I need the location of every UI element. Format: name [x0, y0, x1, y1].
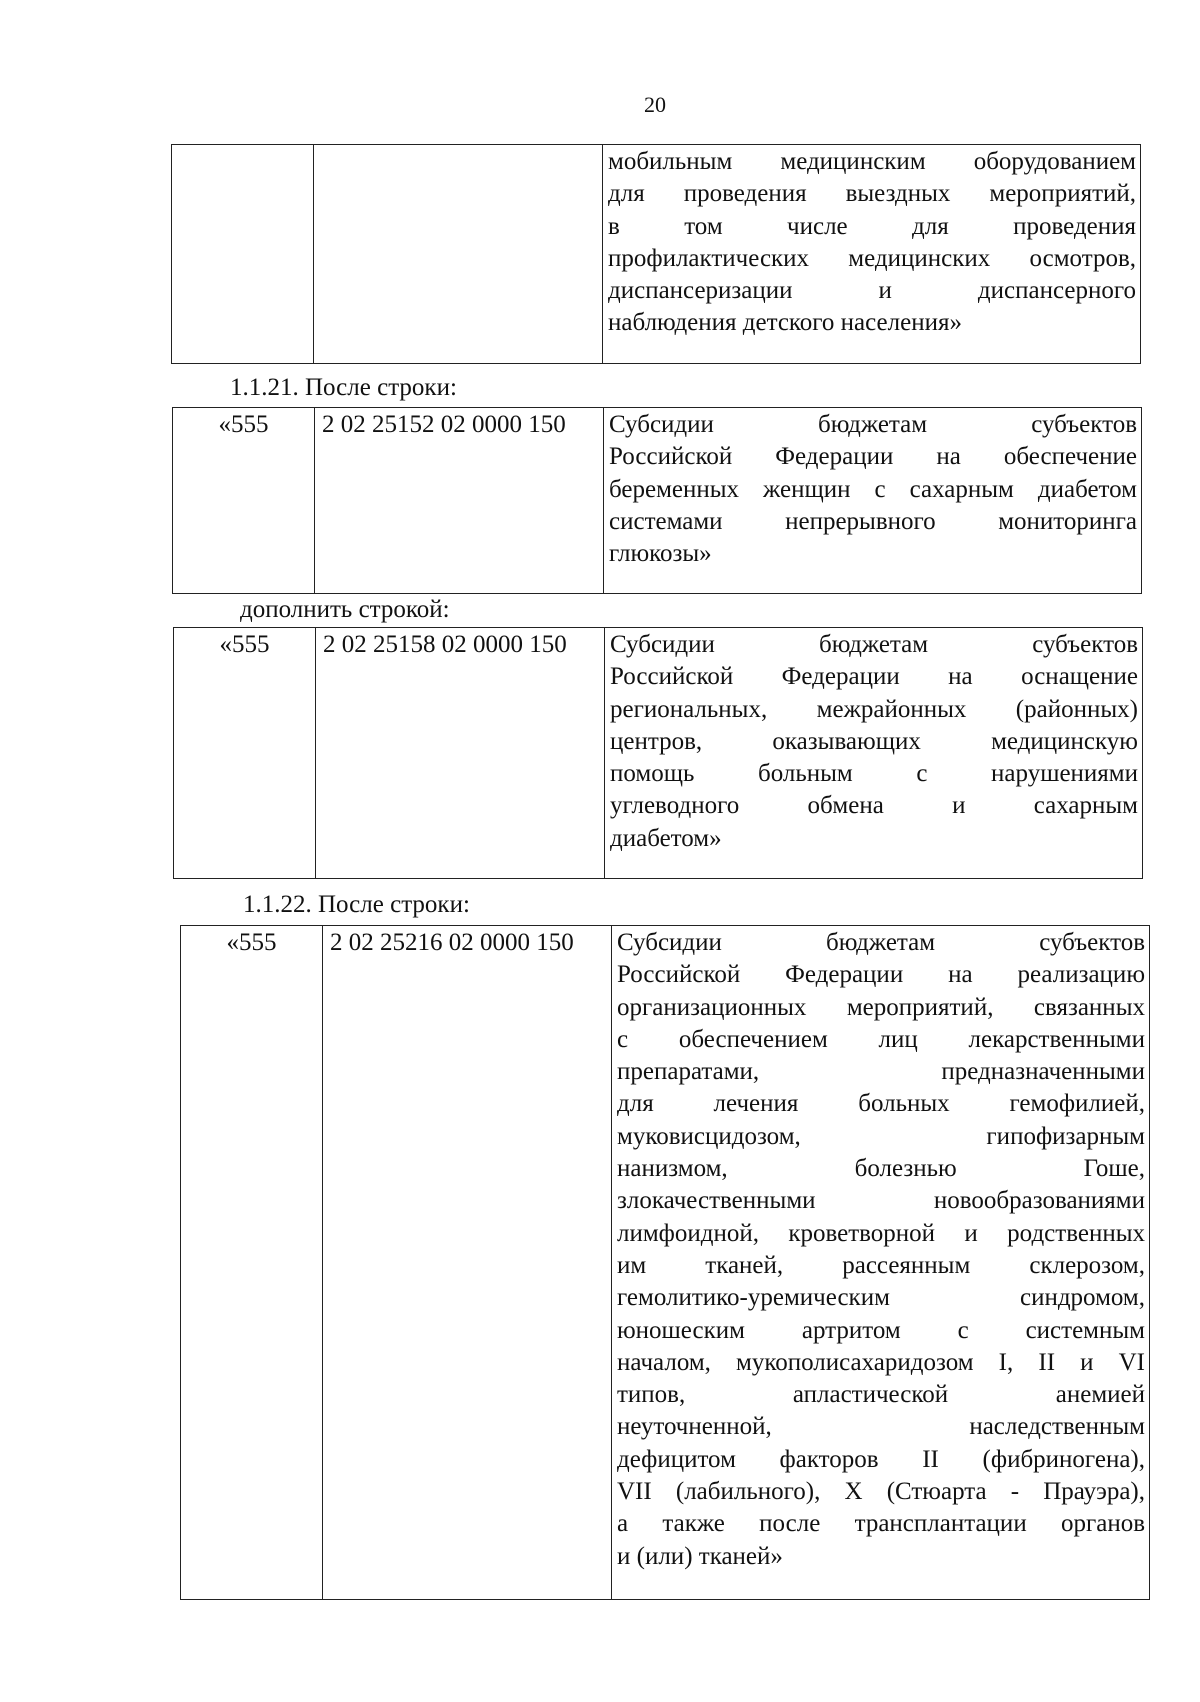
description-line: диабетом»	[610, 824, 722, 852]
description-line: юношеским артритом с системным	[617, 1316, 1145, 1344]
description-line: углеводного обмена и сахарным	[610, 792, 1138, 820]
description-line: гемолитико-уремическим синдромом,	[617, 1284, 1145, 1312]
description-line: дефицитом факторов II (фибриногена),	[617, 1445, 1145, 1473]
description-line: нанизмом, болезнью Гоше,	[617, 1155, 1145, 1183]
table-row	[173, 408, 1142, 594]
description-line: системами непрерывного мониторинга	[609, 507, 1137, 535]
description-line: региональных, межрайонных (районных)	[610, 695, 1138, 723]
kbk-cell: 2 02 25152 02 0000 150	[315, 408, 604, 594]
description-line: муковисцидозом, гипофизарным	[617, 1122, 1145, 1150]
description-line: в том числе для проведения	[608, 212, 1136, 240]
description-line: и (или) тканей»	[617, 1542, 783, 1570]
description-line: глюкозы»	[609, 540, 712, 568]
page-number: 20	[644, 92, 666, 117]
description-line: VII (лабильного), X (Стюарта - Прауэра),	[617, 1478, 1145, 1506]
description-line: для лечения больных гемофилией,	[617, 1090, 1145, 1118]
continuation-table	[171, 144, 1141, 364]
description-line: диспансеризации и диспансерного	[608, 277, 1136, 305]
code-cell	[172, 145, 314, 364]
code-cell: «555	[174, 628, 316, 879]
description-line: Субсидии бюджетам субъектов	[617, 929, 1145, 956]
budget-code-table	[180, 925, 1150, 1600]
description-line: профилактических медицинских осмотров,	[608, 244, 1136, 272]
description-cell	[612, 926, 1150, 1600]
kbk-cell	[314, 145, 603, 364]
kbk-cell: 2 02 25216 02 0000 150	[323, 926, 612, 1600]
description-line: злокачественными новообразованиями	[617, 1187, 1145, 1215]
description-line: а также после трансплантации органов	[617, 1510, 1145, 1538]
code-cell: «555	[173, 408, 315, 594]
description-line: неуточненной, наследственным	[617, 1413, 1145, 1441]
description-line: Российской Федерации на оснащение	[610, 663, 1138, 691]
description-line: наблюдения детского населения»	[608, 309, 962, 337]
description-line: препаратами, предназначенными	[617, 1058, 1145, 1086]
budget-code-table	[173, 627, 1143, 879]
description-line: центров, оказывающих медицинскую	[610, 727, 1138, 755]
description-line: помощь больным с нарушениями	[610, 760, 1138, 788]
section-note: 1.1.21. После строки:	[230, 374, 457, 401]
description-line: беременных женщин с сахарным диабетом	[609, 475, 1137, 503]
description-line: с обеспечением лиц лекарственными	[617, 1025, 1145, 1053]
code-cell: «555	[181, 926, 323, 1600]
table-row	[172, 145, 1141, 364]
description-line: началом, мукополисахаридозом I, II и VI	[617, 1348, 1145, 1376]
description-line: Российской Федерации на реализацию	[617, 961, 1145, 989]
description-line: Российской Федерации на обеспечение	[609, 443, 1137, 471]
section-note: 1.1.22. После строки:	[243, 891, 470, 918]
table-row	[181, 926, 1150, 1600]
description-line: организационных мероприятий, связанных	[617, 993, 1145, 1021]
description-line: типов, апластической анемией	[617, 1381, 1145, 1409]
description-line: им тканей, рассеянным склерозом,	[617, 1251, 1145, 1279]
description-cell	[604, 408, 1142, 594]
section-note: дополнить строкой:	[240, 596, 450, 623]
description-line: Субсидии бюджетам субъектов	[609, 411, 1137, 438]
description-cell	[603, 145, 1141, 364]
description-line: для проведения выездных мероприятий,	[608, 180, 1136, 208]
description-line: Субсидии бюджетам субъектов	[610, 631, 1138, 658]
description-line: лимфоидной, кроветворной и родственных	[617, 1219, 1145, 1247]
description-line: мобильным медицинским оборудованием	[608, 148, 1136, 175]
description-cell	[605, 628, 1143, 879]
kbk-cell: 2 02 25158 02 0000 150	[316, 628, 605, 879]
table-row	[174, 628, 1143, 879]
budget-code-table	[172, 407, 1142, 594]
